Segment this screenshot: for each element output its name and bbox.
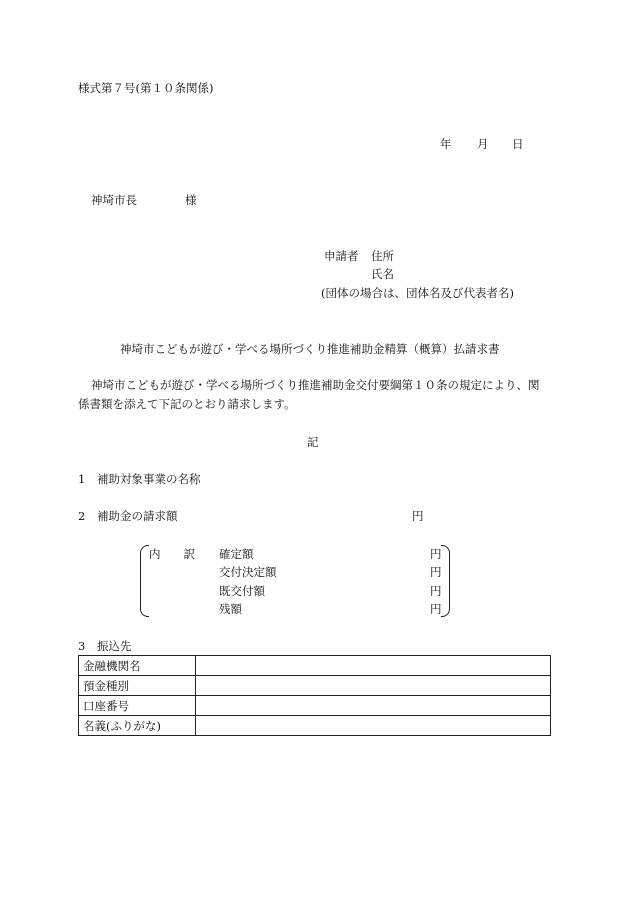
breakdown-row-unit: 円 — [430, 565, 442, 579]
body-text-line-1: 神埼市こどもが遊び・学べる場所づくり推進補助金交付要綱第１０条の規定により、関 — [91, 378, 540, 392]
document-title: 神埼市こどもが遊び・学べる場所づくり推進補助金精算（概算）払請求書 — [120, 342, 500, 356]
applicant-note: (団体の場合は、団体名及び代表者名) — [321, 286, 514, 300]
table-row — [79, 696, 551, 716]
table-row — [79, 676, 551, 696]
item-3-number: 3 — [78, 639, 86, 653]
item-3-label: 振込先 — [97, 639, 132, 653]
date-month: 月 — [477, 137, 489, 151]
item-1-label: 補助対象事業の名称 — [97, 472, 201, 486]
body-text-line-2: 係書類を添えて下記のとおり請求します。 — [78, 397, 296, 411]
breakdown-row-label: 残額 — [219, 602, 242, 616]
breakdown-row-label: 交付決定額 — [219, 565, 277, 579]
deposit-type-field[interactable] — [196, 676, 551, 696]
account-holder-label: 名義(ふりがな) — [79, 716, 196, 736]
breakdown-label: 内 訳 — [149, 547, 195, 561]
item-1-number: 1 — [78, 472, 86, 486]
ki-heading: 記 — [307, 435, 319, 449]
account-number-label: 口座番号 — [79, 696, 196, 716]
breakdown-row-label: 既交付額 — [219, 584, 265, 598]
bank-name-label: 金融機関名 — [79, 656, 196, 676]
breakdown-right-bracket — [441, 545, 450, 617]
applicant-name-label: 氏名 — [371, 267, 394, 281]
bank-name-field[interactable] — [196, 656, 551, 676]
account-holder-field[interactable] — [196, 716, 551, 736]
table-row — [79, 716, 551, 736]
applicant-address-label: 住所 — [371, 249, 394, 263]
breakdown-left-bracket — [140, 545, 149, 617]
date-day: 日 — [512, 137, 524, 151]
account-number-field[interactable] — [196, 696, 551, 716]
bank-transfer-table — [78, 655, 551, 736]
addressee-name: 神埼市長 — [91, 193, 137, 207]
breakdown-row-unit: 円 — [430, 584, 442, 598]
applicant-role: 申請者 — [324, 249, 359, 263]
addressee-honorific: 様 — [185, 193, 197, 207]
breakdown-row-unit: 円 — [430, 602, 442, 616]
form-number: 様式第７号(第１０条関係) — [78, 81, 214, 95]
deposit-type-label: 預金種別 — [79, 676, 196, 696]
breakdown-row-unit: 円 — [430, 547, 442, 561]
breakdown-row-label: 確定額 — [219, 547, 254, 561]
item-2-label: 補助金の請求額 — [97, 509, 178, 523]
item-2-unit: 円 — [412, 509, 424, 523]
table-row — [79, 656, 551, 676]
date-year: 年 — [440, 137, 452, 151]
item-2-number: 2 — [78, 509, 86, 523]
